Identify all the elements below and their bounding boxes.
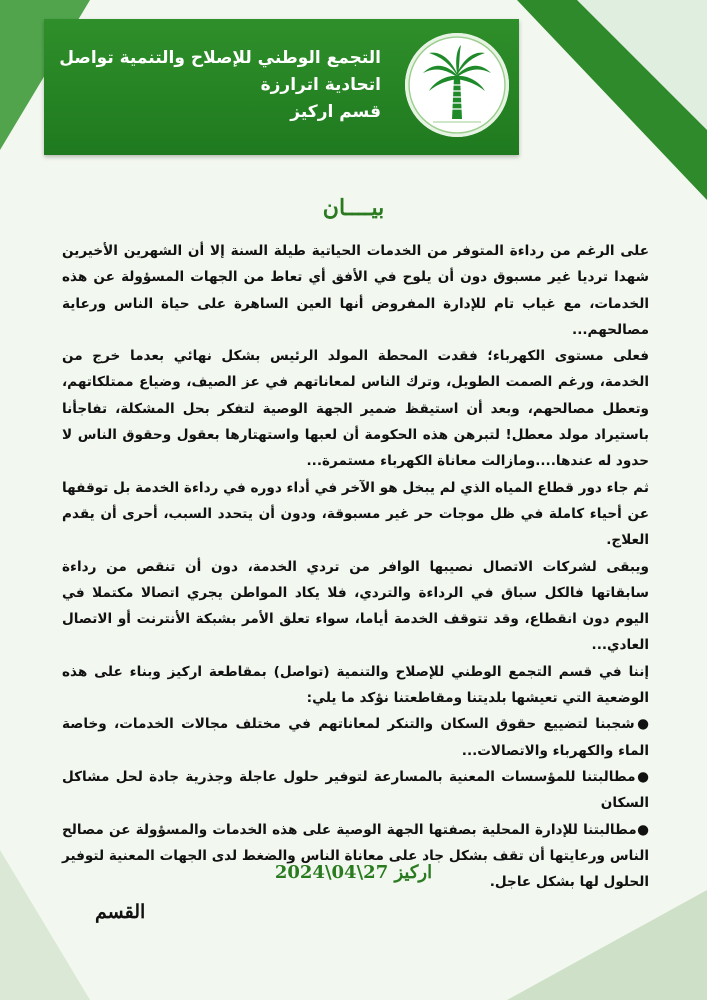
paragraph: ويبقى لشركات الاتصال نصيبها الوافر من تردي الخدمة، دون أن تنقص من رداءة سابقاتها فالكل سباق في الرداءة والتردي، فلا يكاد المواطن يجري اتصالا مكتملا في اليوم دون انقطاع، وقد تتوقف الخدمة أياما، سواء تعلق الأمر بشبكة الأنترنت أو الاتصال العادي... [62, 558, 649, 654]
paragraph: على الرغم من رداءة المتوفر من الخدمات الحياتية طيلة السنة إلا أن الشهرين الأخيرين شهدا ترديا غير مسبوق دون أن يلوح في الأفق أي تعاط من الجهات المسؤولة عن هذه الخدمات، مع غياب تام للإدارة المفروض أنها العين الساهرة على حياة الناس ورعاية مصالحهم... [62, 243, 649, 338]
palm-tree-icon [405, 33, 509, 137]
place-and-date: اركيز 27\04\2024 [274, 862, 433, 883]
party-name: التجمع الوطني للإصلاح والتنمية تواصل [59, 48, 381, 68]
federation-name: اتحادية اترارزة [260, 75, 381, 95]
statement-body [62, 238, 649, 895]
paragraph: إننا في قسم التجمع الوطني للإصلاح والتنمية (تواصل) بمقاطعة اركيز وبناء على هذه الوضعية التي تعيشها بلديتنا ومقاطعتنا نؤكد ما يلي: [62, 663, 649, 707]
signature: القسم [95, 901, 146, 923]
paragraph: فعلى مستوى الكهرباء؛ فقدت المحطة المولد الرئيس بشكل نهائي بعدما خرج من الخدمة، ورغم الصمت الطويل، وترك الناس لمعاناتهم في عز الصيف، وضياع ممتلكاتهم، وتعطل مصالحهم، وبعد أن استيقظ ضمير الجهة الوصية لتفكر بحل المشكلة، تفاجأنا باستيراد مولد معطل! لتبرهن هذه الحكومة أن لعبها واستهتارها بعقول وحقوق الناس لا حدود له عندها....ومازالت معاناة الكهرباء مستمرة... [62, 348, 649, 470]
party-logo [405, 33, 509, 137]
letterhead-text [51, 45, 381, 126]
bullet-item: ●مطالبتنا للإدارة المحلية بصفتها الجهة الوصية على هذه الخدمات والمسؤولة عن مصالح الناس ورعايتها أن تقف بشكل جاد على معاناة الناس والضغط لدى الجهات المعنية لتوفير الحلول لها بشكل عاجل. [62, 821, 649, 891]
bullet-item: ●شجبنا لتضييع حقوق السكان والتنكر لمعاناتهم في مختلف مجالات الخدمات، وخاصة الماء والكهرباء والاتصالات... [62, 716, 649, 759]
corner-decoration-bottom-right [507, 890, 707, 1000]
section-name: قسم اركيز [290, 102, 381, 122]
statement-title: بيــــان [322, 195, 385, 221]
letterhead-banner [44, 19, 519, 155]
bullet-item: ●مطالبتنا للمؤسسات المعنية بالمسارعة لتوفير حلول عاجلة وجذرية جادة لحل مشاكل السكان [62, 768, 649, 812]
paragraph: ثم جاء دور قطاع المياه الذي لم يبخل هو الآخر في أداء دوره في رداءة الخدمة بل توقفها عن أحياء كاملة في ظل موجات حر غير مسبوقة، ودون أن يتحدد السبب، أحرى أن يقدم العلاج. [62, 479, 649, 549]
corner-decoration-top-right-light [577, 0, 707, 130]
